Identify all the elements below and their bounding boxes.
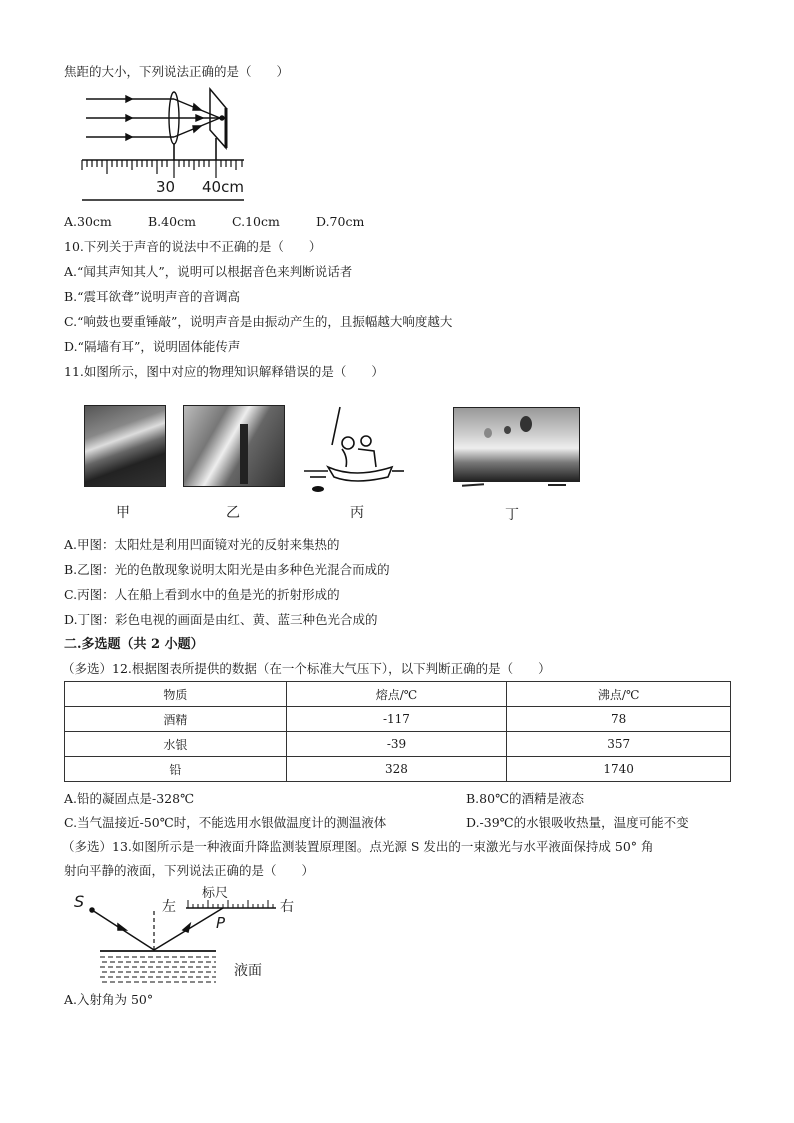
- table-row: [65, 707, 731, 732]
- label-left: 左: [162, 899, 176, 915]
- table-cell: 酒精: [65, 707, 287, 732]
- tv-image: [453, 407, 580, 482]
- table-cell: 铅: [65, 757, 287, 782]
- ruler-label-40cm: 40cm: [202, 178, 244, 196]
- q13-option-a[interactable]: A.入射角为 50°: [64, 992, 154, 1007]
- dispersion-image: [183, 405, 285, 487]
- q12-option-c[interactable]: C.当气温接近-50℃时，不能选用水银做温度计的测温液体: [64, 815, 387, 830]
- q9-option-d[interactable]: D.70cm: [316, 214, 365, 229]
- q12-option-d[interactable]: D.-39℃的水银吸收热量，温度可能不变: [466, 815, 689, 830]
- q10-option-b[interactable]: B.“震耳欲聋”说明声音的音调高: [64, 289, 240, 304]
- reflection-diagram-icon: [66, 886, 306, 986]
- q11-stem: 11.如图所示，图中对应的物理知识解释错误的是（ ）: [64, 364, 384, 379]
- tv-stand-icon: [458, 482, 578, 488]
- q9-stem: 焦距的大小，下列说法正确的是（ ）: [64, 64, 290, 79]
- caption-yi: 乙: [226, 505, 240, 521]
- q11-option-c[interactable]: C.丙图：人在船上看到水中的鱼是光的折射形成的: [64, 587, 340, 602]
- q11-option-b[interactable]: B.乙图：光的色散现象说明太阳光是由多种色光混合而成的: [64, 562, 390, 577]
- q9-option-c[interactable]: C.10cm: [232, 214, 280, 229]
- table-header: 物质: [65, 682, 287, 707]
- label-point-p: P: [216, 914, 226, 932]
- q11-option-a[interactable]: A.甲图：太阳灶是利用凹面镜对光的反射来集热的: [64, 537, 340, 552]
- boat-fishing-image: [300, 405, 410, 495]
- q10-option-d[interactable]: D.“隔墙有耳”，说明固体能传声: [64, 339, 241, 354]
- solar-cooker-image: [84, 405, 166, 487]
- table-cell: -117: [286, 707, 507, 732]
- melting-boiling-table: [64, 681, 731, 782]
- caption-ding: 丁: [505, 507, 519, 523]
- q12-option-b[interactable]: B.80℃的酒精是液态: [466, 791, 585, 806]
- q13-stem-line1: （多选）13.如图所示是一种液面升降监测装置原理图。点光源 S 发出的一束激光与水平液面保持成 50° 角: [62, 839, 654, 854]
- q9-options: [64, 214, 364, 229]
- section-heading-multi-choice: 二.多选题（共 2 小题）: [64, 637, 204, 652]
- table-cell: 328: [286, 757, 507, 782]
- table-cell: 78: [507, 707, 731, 732]
- lens-focal-figure: [72, 86, 262, 206]
- label-liquid-surface: 液面: [234, 963, 262, 979]
- boat-icon: [300, 405, 410, 495]
- table-cell: 1740: [507, 757, 731, 782]
- table-header: 熔点/℃: [286, 682, 507, 707]
- q12-stem: （多选）12.根据图表所提供的数据（在一个标准大气压下），以下判断正确的是（ ）: [62, 661, 551, 676]
- table-header-row: [65, 682, 731, 707]
- q10-stem: 10.下列关于声音的说法中不正确的是（ ）: [64, 239, 322, 254]
- q13-stem-line2: 射向平静的液面，下列说法正确的是（ ）: [64, 863, 315, 878]
- q10-option-a[interactable]: A.“闻其声知其人”，说明可以根据音色来判断说话者: [64, 264, 353, 279]
- table-row: [65, 732, 731, 757]
- table-cell: -39: [286, 732, 507, 757]
- q11-option-d[interactable]: D.丁图：彩色电视的画面是由红、黄、蓝三种色光合成的: [64, 612, 378, 627]
- label-source-s: S: [74, 892, 85, 911]
- caption-jia: 甲: [116, 505, 130, 521]
- table-row: [65, 757, 731, 782]
- label-ruler: 标尺: [202, 886, 229, 901]
- table-cell: 357: [507, 732, 731, 757]
- q10-option-c[interactable]: C.“响鼓也要重锤敲”，说明声音是由振动产生的，且振幅越大响度越大: [64, 314, 453, 329]
- q12-option-a[interactable]: A.铅的凝固点是-328℃: [64, 791, 195, 806]
- table-header: 沸点/℃: [507, 682, 731, 707]
- q9-option-b[interactable]: B.40cm: [148, 214, 196, 229]
- table-cell: 水银: [65, 732, 287, 757]
- label-right: 右: [280, 899, 294, 915]
- caption-bing: 丙: [350, 505, 364, 521]
- ruler-label-30: 30: [156, 178, 176, 196]
- q9-option-a[interactable]: A.30cm: [64, 214, 112, 229]
- liquid-level-figure: [66, 886, 306, 986]
